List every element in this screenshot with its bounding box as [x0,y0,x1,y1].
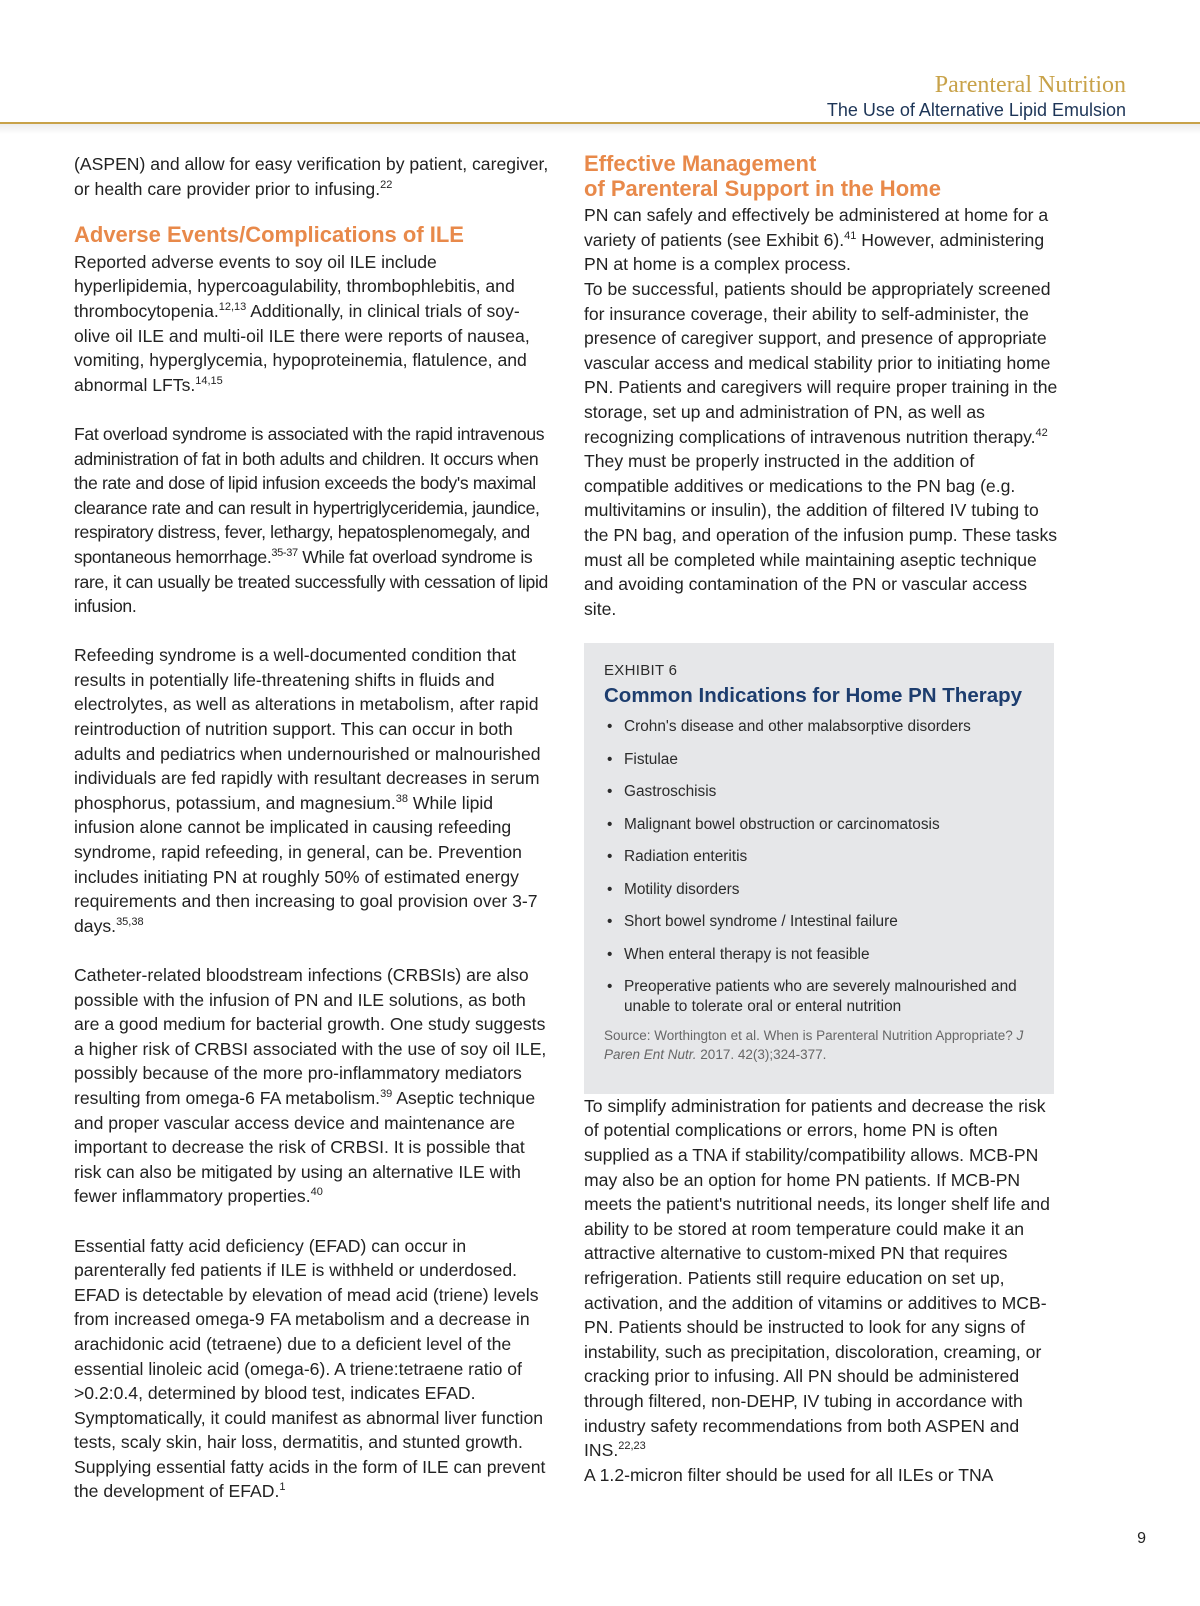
list-item: • Crohn's disease and other malabsorptive disorders [607,718,971,736]
adverse-events-paragraph: Reported adverse events to soy oil ILE include hyperlipidemia, hypercoagulability, thrombophlebitis, and thrombocytopenia.$^{12,13}$ Additionally, in clinical trials of soy-olive oil ILE and multi-oil ILE there were reports of nausea, vomiting, hyperglycemia, hypoproteinemia, flatulence, and abnormal LFTs.$^{14,15}$ [74,251,530,395]
list-item: • Gastroschisis [607,783,717,801]
bullet-icon: • [607,913,613,931]
bullet-icon: • [607,945,613,963]
intro-paragraph: (ASPEN) and allow for easy verification by patient, caregiver, or health care provider prior to infusing.$^{22}$ [74,154,549,199]
header-rule-shadow [0,124,1200,134]
exhibit-source: Source: Worthington et al. When is Parenteral Nutrition Appropriate? J Paren Ent Nutr. 2017. 42(3);324-377. [604,1027,1024,1062]
bullet-icon: • [607,815,613,833]
citation: 1 [279,1481,286,1494]
list-item: • Preoperative patients who are severely malnourished and unable to tolerate oral or enteral nutrition [607,978,1017,1016]
crbsi-paragraph: Catheter-related bloodstream infections (CRBSIs) are also possible with the infusion of PN and ILE solutions, as both are a good medium for bacterial growth. One study suggests a higher risk of CRBSI associated with the use of soy oil ILE, possibly because of the more pro-inflammatory mediators resulting from omega-6 FA metabolism.$^{39}$ Aseptic technique and proper vascular access device and maintenance are important to decrease the risk of CRBSI. It is possible that risk can also be mitigated by using an alternative ILE with fewer inflammatory properties.$^{40}$ [74,965,547,1207]
home-pn-paragraph-2: To be successful, patients should be appropriately screened for insurance coverage, their ability to self-administer, the presence of caregiver support, and presence of appropriate vascular access and medical stability prior to initiating home PN. Patients and caregivers will require proper training in the storage, set up and administration of PN, as well as recognizing complications of intravenous nutrition therapy.$^{42}$ [584,278,1058,447]
citation: 12,13 [218,300,247,313]
list-item: • Radiation enteritis [607,848,748,866]
citation: 40 [310,1186,323,1199]
bullet-icon: • [607,750,613,768]
exhibit-label: EXHIBIT 6 [604,662,678,680]
tna-paragraph: To simplify administration for patients and decrease the risk of potential complications or errors, home PN is often supplied as a TNA if stability/compatibility allows. MCB-PN may also be an option for home PN patients. If MCB-PN meets the patient's nutritional needs, its longer shelf life and ability to be stored at room temperature could make it an attractive alternative to custom-mixed PN that requires refrigeration. Patients still require education on set up, activation, and the addition of vitamins or additives to MCB-PN. Patients should be instructed to look for any signs of instability, such as precipitation, discoloration, creaming, or cracking prior to infusing. All PN should be administered through filtered, non-DEHP, IV tubing in accordance with industry safety recommendations from both ASPEN and INS.$^{22,23}$ [584,1095,1050,1461]
bullet-icon: • [607,718,613,736]
citation: 41 [844,229,857,242]
list-item: • Malignant bowel obstruction or carcinomatosis [607,815,940,833]
bullet-icon: • [607,880,613,898]
filter-paragraph: A 1.2-micron filter should be used for all ILEs or TNA [584,1464,994,1485]
citation: 22 [380,178,393,191]
citation: 39 [380,1087,393,1100]
citation: 35,38 [116,915,144,928]
citation: 14,15 [195,374,223,387]
bullet-icon: • [607,978,613,996]
bullet-icon: • [607,848,613,866]
left-column [74,152,554,1504]
home-pn-paragraph-3: They must be properly instructed in the addition of compatible additives or medications to the PN bag (e.g. multivitamins or insulin), the addition of filtered IV tubing to the PN bag, and operation of the infusion pump. These tasks must all be completed while maintaining aseptic technique and avoiding contamination of the PN or vascular access site. [584,451,1058,619]
exhibit-6-box [584,643,1054,1094]
citation: 35-37 [271,546,298,559]
indications-list [604,717,1034,1017]
header-subtitle: The Use of Alternative Lipid Emulsion [826,100,1126,121]
heading-home-management: Effective Management of Parenteral Support in the Home [584,151,941,201]
list-item: • Fistulae [607,750,678,768]
list-item: • When enteral therapy is not feasible [607,945,870,963]
header-title: Parenteral Nutrition [934,72,1126,98]
right-column [584,152,1060,1487]
list-item: • Short bowel syndrome / Intestinal failure [607,913,898,931]
exhibit-title: Common Indications for Home PN Therapy [604,684,1023,708]
heading-adverse-events: Adverse Events/Complications of ILE [74,222,464,248]
running-header [827,72,1126,121]
citation: 38 [395,792,409,805]
fat-overload-paragraph: Fat overload syndrome is associated with the rapid intravenous administration of fat in both adults and children. It occurs when the rate and dose of lipid infusion exceeds the body's maximal clearance rate and can result in hypertriglyceridemia, jaundice, respiratory distress, fever, lethargy, hepatosplenomegaly, and spontaneous hemorrhage.$^{35-37}$ While fat overload syndrome is rare, it can usually be treated successfully with cessation of lipid infusion. [74,423,548,617]
citation: 42 [1035,426,1048,439]
page-number: 9 [1137,1530,1146,1547]
refeeding-paragraph: Refeeding syndrome is a well-documented condition that results in potentially life-threatening shifts in fluids and electrolytes, as well as alterations in metabolism, after rapid reintroduction of nutrition support. This can occur in both adults and pediatrics when undernourished or malnourished individuals are fed rapidly with resultant decreases in serum phosphorus, potassium, and magnesium.$^{38}$ While lipid infusion alone cannot be implicated in causing refeeding syndrome, rapid refeeding, in general, can be. Prevention includes initiating PN at roughly 50% of estimated energy requirements and then increasing to goal provision over 3-7 days.$^{35,38}$ [74,645,541,936]
citation: 22,23 [618,1440,646,1453]
bullet-icon: • [607,783,613,801]
efad-paragraph: Essential fatty acid deficiency (EFAD) can occur in parenterally fed patients if ILE is withheld or underdosed. EFAD is detectable by elevation of mead acid (triene) levels from increased omega-9 FA metabolism and a decrease in arachidonic acid (tetraene) due to a deficient level of the essential linoleic acid (omega-6). A triene:tetraene ratio of >0.2:0.4, determined by blood test, indicates EFAD. Symptomatically, it could manifest as abnormal liver function tests, scaly skin, hair loss, dermatitis, and stunted growth. Supplying essential fatty acids in the form of ILE can prevent the development of EFAD.$^1$ [74,1235,546,1502]
list-item: • Motility disorders [607,880,740,898]
home-pn-paragraph-1: PN can safely and effectively be administered at home for a variety of patients (see Exhibit 6).$^{41}$ However, administering PN at home is a complex process. [584,205,1049,275]
